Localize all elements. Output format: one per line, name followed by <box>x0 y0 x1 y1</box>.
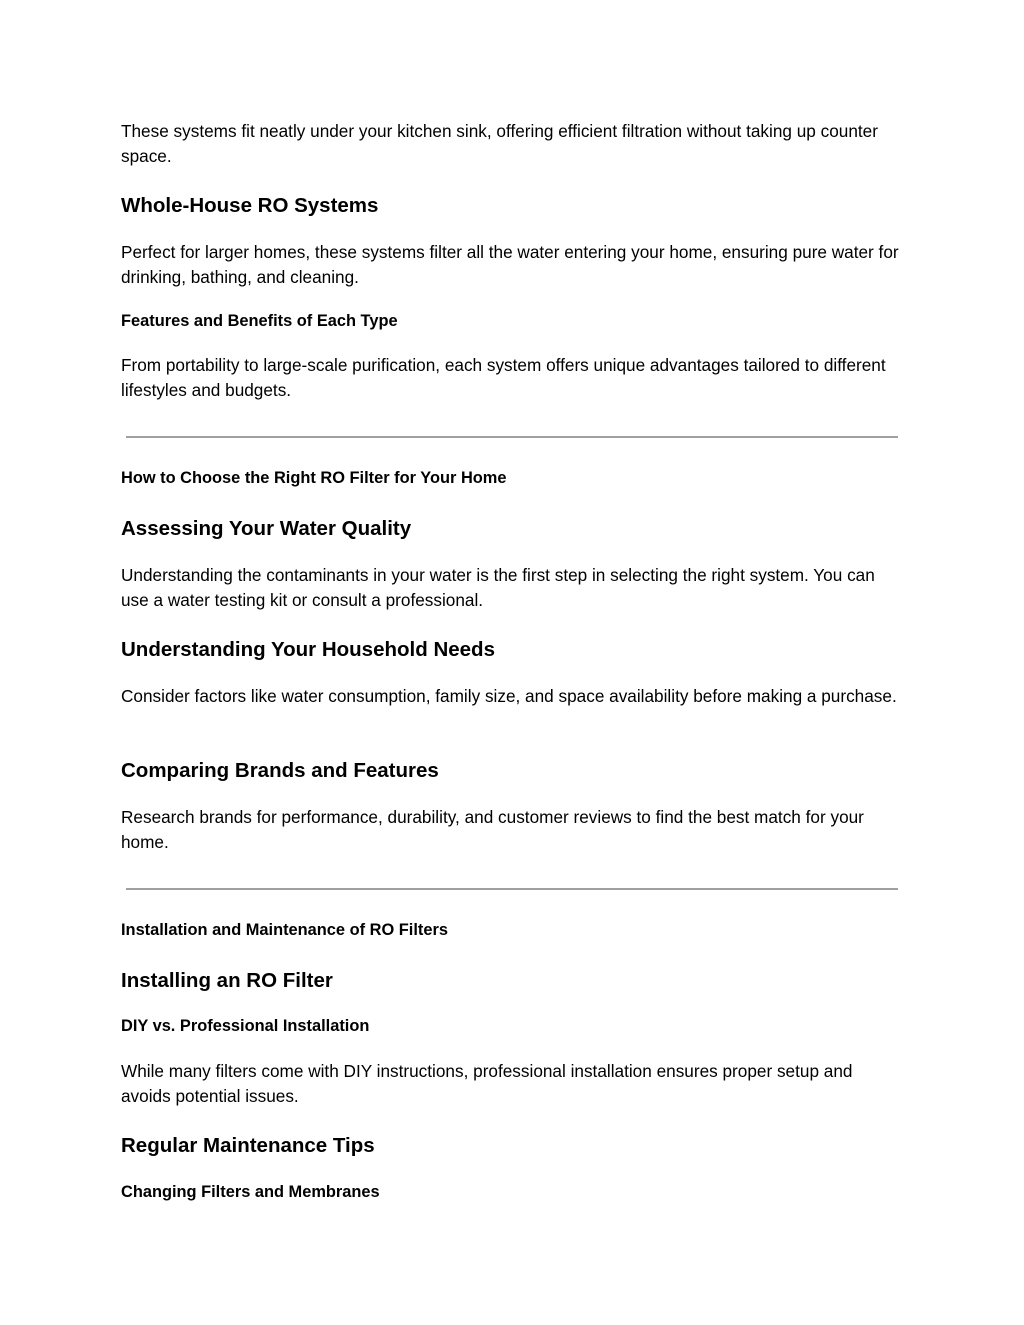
heading-whole-house-ro-systems: Whole-House RO Systems <box>121 194 379 217</box>
heading-diy-vs-professional: DIY vs. Professional Installation <box>121 1017 370 1035</box>
heading-features-and-benefits: Features and Benefits of Each Type <box>121 312 398 330</box>
paragraph-comparing-brands: Research brands for performance, durability, and customer reviews to find the best match for your home. <box>121 807 864 852</box>
paragraph-features-and-benefits: From portability to large-scale purification, each system offers unique advantages tailored to different lifestyles and budgets. <box>121 355 886 400</box>
paragraph-diy-vs-professional: While many filters come with DIY instructions, professional installation ensures proper setup and avoids potential issues. <box>121 1061 853 1106</box>
paragraph-household-needs: Consider factors like water consumption, family size, and space availability before making a purchase. <box>121 686 897 706</box>
heading-installing-ro-filter: Installing an RO Filter <box>121 969 333 992</box>
heading-installation-and-maintenance: Installation and Maintenance of RO Filters <box>121 921 448 939</box>
heading-how-to-choose: How to Choose the Right RO Filter for Your Home <box>121 469 507 487</box>
section-divider <box>126 888 898 890</box>
paragraph-under-sink-systems: These systems fit neatly under your kitchen sink, offering efficient filtration without taking up counter space. <box>121 121 878 166</box>
paragraph-whole-house-systems: Perfect for larger homes, these systems filter all the water entering your home, ensuring pure water for drinking, bathing, and cleaning. <box>121 242 899 287</box>
section-divider <box>126 436 898 438</box>
heading-assessing-water-quality: Assessing Your Water Quality <box>121 517 412 540</box>
heading-comparing-brands: Comparing Brands and Features <box>121 759 439 782</box>
paragraph-assessing-water-quality: Understanding the contaminants in your water is the first step in selecting the right system. You can use a water testing kit or consult a professional. <box>121 565 875 610</box>
heading-changing-filters: Changing Filters and Membranes <box>121 1183 380 1201</box>
heading-regular-maintenance-tips: Regular Maintenance Tips <box>121 1134 375 1157</box>
heading-household-needs: Understanding Your Household Needs <box>121 638 495 661</box>
